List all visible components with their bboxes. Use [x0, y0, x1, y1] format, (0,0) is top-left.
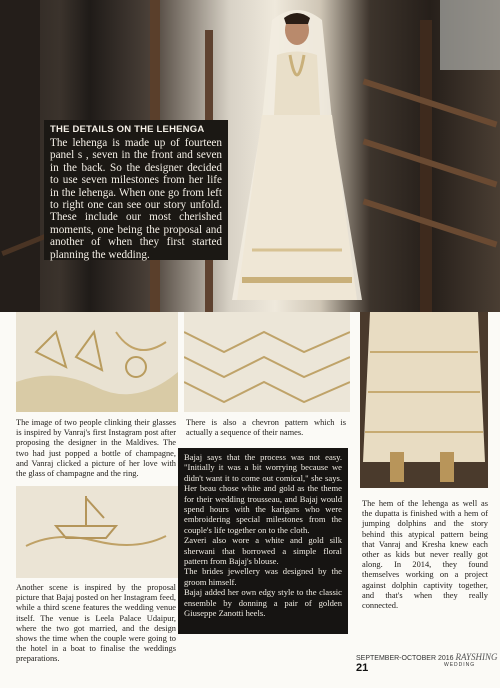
process-p2: Zaveri also wore a white and gold silk sherwani that borrowed a simple floral pattern from Bajaj's blouse.	[184, 535, 342, 567]
process-box	[178, 448, 348, 634]
caption-glasses: The image of two people clinking their glasses is inspired by Vanraj's first Instagram post after proposing the designer in the Maldives. The two had just popped a bottle of champagne, and Vanraj clicked a picture of her love with the glass of champagne and the ring.	[16, 418, 176, 479]
caption-hem: The hem of the lehenga as well as the dupatta is finished with a hem of jumping dolphins and the story behind this atypical pattern being that Vanraj and Kresha knew each other as kids but never really got along. In 2014, they found themselves working on a project against dolphin captivity together, and that's when they really connected.	[362, 499, 488, 611]
caption-chevron: There is also a chevron pattern which is actually a sequence of their names.	[186, 418, 346, 438]
magazine-brand: RAYSHING	[455, 652, 498, 662]
caption-proposal: Another scene is inspired by the proposal picture that Bajaj posted on her Instagram feed, while a third scene features the wedding venue itself. The venue is Leela Palace Udaipur, where the two got married, and the design shows the time when the couple were going to the hotel in a boat to finalise the weddings preparations.	[16, 583, 176, 664]
process-p1: Bajaj says that the process was not easy. "Initially it was a bit worrying because we didn't want it to come out comical," she says. Her beau chose white and gold as the theme for their wedding trousseau, and Bajaj would spend hours with the karigars who were embroidering special milestones from the couple's life together on to the cloth.	[184, 452, 342, 535]
issue-date: SEPTEMBER-OCTOBER 2016	[356, 655, 454, 662]
bride-figure	[232, 0, 362, 312]
process-p3: The brides jewellery was designed by the groom himself.	[184, 566, 342, 587]
lehenga-hem-photo	[360, 312, 488, 488]
page-footer	[356, 652, 500, 674]
brand-sub: WEDDING	[444, 662, 476, 668]
box-body: The lehenga is made up of fourteen panel s , seven in the front and seven in the back. So the designer decided to use seven milestones from her life in the lehenga. When one go from left to right one can see our story unfold. These include our most cherished moments, one being the proposal and another of when they first started planning the wedding.	[50, 137, 222, 261]
lehenga-details-box	[44, 120, 228, 260]
embroidery-photo-boat	[16, 486, 178, 578]
process-p4: Bajaj added her own edgy style to the classic ensemble by donning a pair of golden Giuseppe Zanotti heels.	[184, 587, 342, 619]
page-number: 21	[356, 662, 369, 674]
box-title: THE DETAILS ON THE LEHENGA	[50, 124, 205, 135]
embroidery-photo-chevron	[184, 312, 350, 412]
embroidery-photo-glasses	[16, 312, 178, 412]
